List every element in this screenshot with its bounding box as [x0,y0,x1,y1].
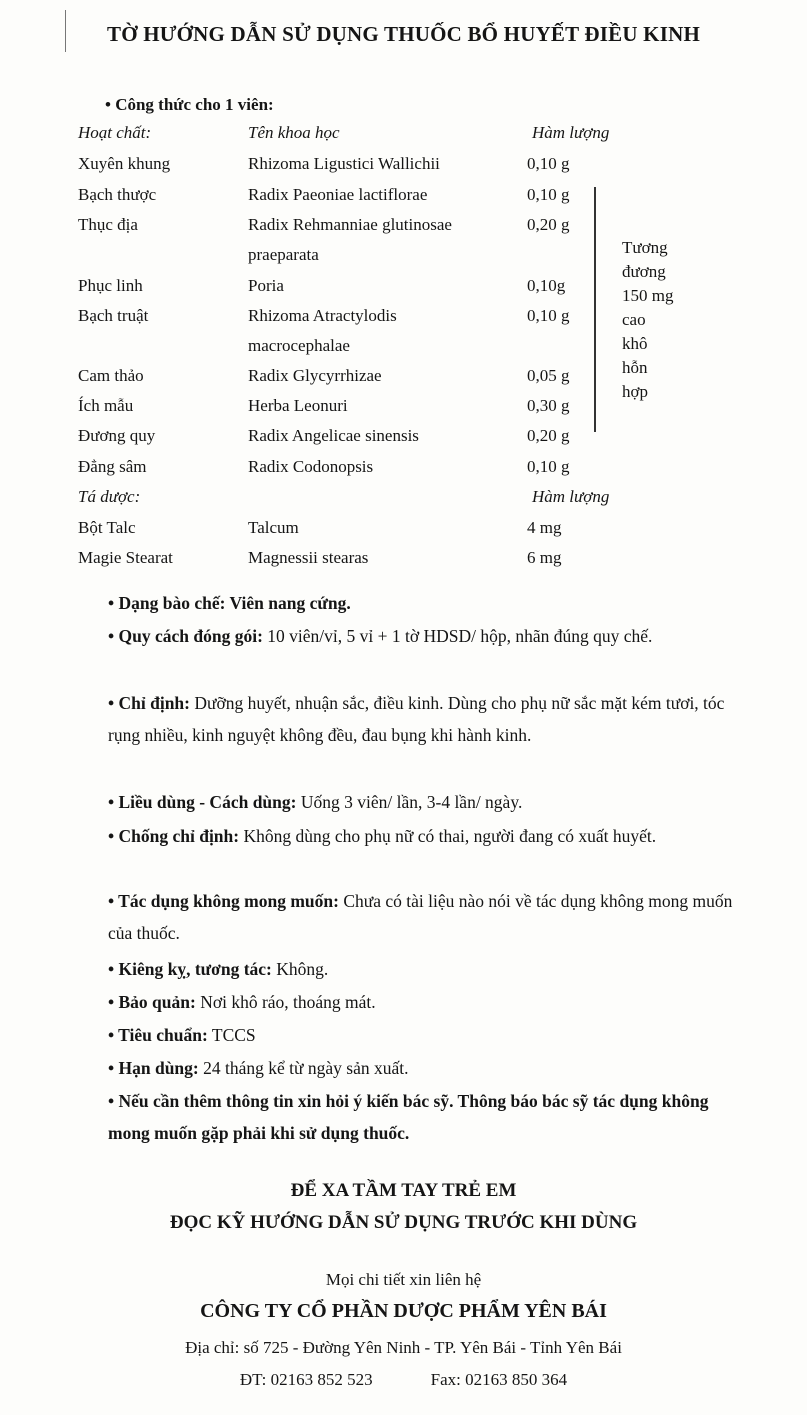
warning-read-instructions: ĐỌC KỸ HƯỚNG DẪN SỬ DỤNG TRƯỚC KHI DÙNG [169,1212,638,1233]
company-address: Địa chỉ: số 725 - Đường Yên Ninh - TP. Yên Bái - Tỉnh Yên Bái [185,1338,622,1357]
section-storage [108,986,738,1018]
section-text: Không dùng cho phụ nữ có thai, người đang có xuất huyết. [239,826,657,846]
ingredient-amount: 0,10g [527,276,566,295]
ingredient-name: Bạch truật [78,306,149,325]
section-label: • Tác dụng không mong muốn: [108,891,339,911]
ingredient-scientific: Radix Codonopsis [248,457,374,476]
section-indication [108,687,738,751]
section-contraindication [108,820,738,852]
ingredient-scientific: Radix Paeoniae lactiflorae [248,185,428,204]
ingredient-row [0,426,807,454]
excipient-scientific: Magnessii stearas [248,548,369,567]
excipient-amount: 4 mg [527,518,562,537]
header-amount: Hàm lượng [532,123,610,142]
warning-children: ĐỂ XA TẦM TAY TRẺ EM [290,1180,517,1201]
ingredient-scientific: Rhizoma Ligustici Wallichii [248,154,440,173]
ingredient-amount: 0,20 g [527,426,570,445]
section-packaging [108,620,738,652]
section-label: • Kiêng kỵ, tương tác: [108,959,272,979]
ingredient-name: Xuyên khung [78,154,171,173]
ingredient-row [0,457,807,485]
ingredient-name: Bạch thược [78,185,157,204]
bracket-note-line: đương [622,262,666,281]
ingredient-amount: 0,20 g [527,215,570,234]
ingredient-name: Phục linh [78,276,143,295]
bracket-note-line: cao [622,310,646,329]
section-text: Viên nang cứng. [225,593,351,613]
ingredient-scientific: Poria [248,276,284,295]
active-ingredients-header [0,123,807,151]
section-text: Dưỡng huyết, nhuận sắc, điều kinh. Dùng cho phụ nữ sắc mặt kém tươi, tóc rụng nhiều, kinh nguyệt không đều, đau bụng khi hành kinh. [108,693,725,745]
section-label: • Chỉ định: [108,693,190,713]
section-label: • Quy cách đóng gói: [108,626,263,646]
ingredient-scientific: Radix Rehmanniae glutinosae [248,215,452,234]
ingredient-amount: 0,05 g [527,366,570,385]
company-phone-fax [0,1370,807,1390]
company-fax: Fax: 02163 850 364 [430,1370,568,1389]
ingredient-row [0,154,807,182]
bracket-note [622,236,692,404]
section-label: • Chống chỉ định: [108,826,240,846]
section-expiry [108,1052,738,1084]
section-label: • Tiêu chuẩn: [108,1025,208,1045]
section-text: 24 tháng kể từ ngày sản xuất. [198,1058,409,1078]
section-text: Không. [271,959,329,979]
bracket-note-line: Tương [622,238,668,257]
ingredient-amount: 0,10 g [527,306,570,325]
excipient-amount: 6 mg [527,548,562,567]
ingredient-name: Ích mẫu [78,396,134,415]
section-label: • Hạn dùng: [108,1058,199,1078]
company-name: CÔNG TY CỔ PHẦN DƯỢC PHẨM YÊN BÁI [200,1300,607,1322]
ingredient-amount: 0,10 g [527,154,570,173]
section-advice [108,1085,738,1149]
bracket-note-line: hợp [622,382,648,401]
excipient-name: Magie Stearat [78,548,173,567]
section-standard [108,1019,738,1051]
ingredient-row [0,185,807,213]
section-label: • Dạng bào chế: [108,593,226,613]
section-dosage-form [108,587,738,619]
header-excipient: Tá dược: [78,487,141,506]
ingredient-amount: 0,10 g [527,457,570,476]
header-excipient-amount: Hàm lượng [532,487,610,506]
formula-heading: • Công thức cho 1 viên: [105,95,274,114]
ingredient-name: Thục địa [78,215,138,234]
excipient-row [0,518,807,546]
section-text: • Nếu cần thêm thông tin xin hỏi ý kiến bác sỹ. Thông báo bác sỹ tác dụng không mong muốn gặp phải khi sử dụng thuốc. [108,1091,709,1143]
ingredient-name: Đương quy [78,426,156,445]
ingredient-amount: 0,30 g [527,396,570,415]
ingredient-amount: 0,10 g [527,185,570,204]
ingredient-name: Cam thảo [78,366,144,385]
section-label: • Liều dùng - Cách dùng: [108,792,297,812]
ingredient-scientific-continued: praeparata [248,245,319,264]
ingredient-scientific: Radix Glycyrrhizae [248,366,382,385]
section-label: • Bảo quản: [108,992,196,1012]
ingredient-scientific: Herba Leonuri [248,396,348,415]
section-text: Uống 3 viên/ lần, 3-4 lần/ ngày. [296,792,523,812]
excipients-header [0,487,807,515]
section-side-effects [108,885,738,949]
section-text: TCCS [207,1025,256,1045]
section-text: Nơi khô ráo, thoáng mát. [195,992,376,1012]
section-dosage [108,786,738,818]
ingredient-scientific: Radix Angelicae sinensis [248,426,419,445]
ingredient-scientific: Rhizoma Atractylodis [248,306,397,325]
contact-intro: Mọi chi tiết xin liên hệ [325,1270,482,1289]
bracket-note-line: 150 mg [622,286,674,305]
ingredient-name: Đẳng sâm [78,457,147,476]
grouping-bracket [594,187,596,432]
excipient-row [0,548,807,576]
header-scientific: Tên khoa học [248,123,340,142]
excipient-scientific: Talcum [248,518,299,537]
company-phone: ĐT: 02163 852 523 [239,1370,373,1389]
bracket-note-line: hỗn [622,358,648,377]
document-title: TỜ HƯỚNG DẪN SỬ DỤNG THUỐC BỔ HUYẾT ĐIỀU KINH [107,22,700,46]
bracket-note-line: khô [622,334,648,353]
section-text: 10 viên/vỉ, 5 vỉ + 1 tờ HDSD/ hộp, nhãn đúng quy chế. [262,626,653,646]
excipient-name: Bột Talc [78,518,136,537]
ingredient-scientific-continued: macrocephalae [248,336,350,355]
section-interactions [108,953,738,985]
header-active: Hoạt chất: [78,123,152,142]
section-text: Chưa có tài liệu nào nói về tác dụng không mong muốn của thuốc. [108,891,733,943]
